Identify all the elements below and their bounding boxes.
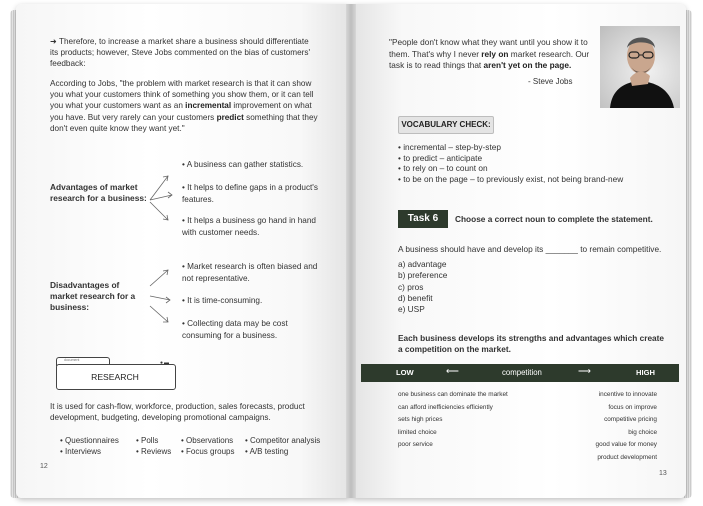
bold-term: incremental <box>185 101 232 111</box>
page-number-left: 12 <box>40 463 48 470</box>
high-item: big choice <box>628 428 657 436</box>
task-option: b) preference <box>398 270 448 281</box>
advantage-item: • A business can gather statistics. <box>182 160 304 169</box>
bold-term: rely on <box>481 48 509 59</box>
task-question: A business should have and develop its _______ to remain competitive. <box>398 244 662 254</box>
advantages-arrows-icon <box>148 168 180 228</box>
competition-middle-label: competition <box>502 368 542 377</box>
task-option: e) USP <box>398 304 425 315</box>
vocabulary-item: • to predict – anticipate <box>398 152 483 163</box>
research-type: • Polls <box>136 436 159 445</box>
competition-high-label: HIGH <box>636 368 655 377</box>
text-run: market research. Our task is to read things that <box>389 48 590 71</box>
research-paragraph: It is used for cash-flow, workforce, production, sales forecasts, product development, budgeting, developing promotional campaigns. <box>50 402 305 423</box>
vocabulary-item: • incremental – step-by-step <box>398 142 501 152</box>
vocabulary-title: VOCABULARY CHECK: <box>398 116 494 134</box>
research-type: • Observations <box>181 436 234 445</box>
low-item: limited choice <box>398 428 437 436</box>
competition-low-label: LOW <box>396 368 414 377</box>
book-spine <box>346 4 356 498</box>
research-type: • Questionnaires <box>60 436 119 445</box>
vocabulary-list <box>398 142 668 184</box>
disadvantage-item: • Market research is often biased and not representative. <box>182 262 318 283</box>
text-run: improvement on what you have. But very rarely can your customers <box>50 101 312 122</box>
disadvantage-item: • Collecting data may be cost consuming for a business. <box>182 319 288 340</box>
task-option: a) advantage <box>398 259 447 269</box>
text-run: something that they don't even quite know they want yet." <box>50 112 318 133</box>
disadvantages-arrows-icon <box>148 262 180 328</box>
portrait-icon <box>600 26 680 108</box>
advantage-item: • It helps a business go hand in hand with customer needs. <box>182 216 316 237</box>
advantage-item: • It helps to define gaps in a product's features. <box>182 183 318 204</box>
low-item: poor service <box>398 441 433 448</box>
high-item: product development <box>597 453 657 461</box>
jobs-paragraph <box>50 78 320 134</box>
high-item: good value for money <box>595 441 657 448</box>
arrow-right-icon: ⟶ <box>578 366 591 376</box>
task-option: c) pros <box>398 281 424 292</box>
bold-term: aren't yet on the page. <box>483 60 572 71</box>
advantages-label: Advantages of market research for a business: <box>50 182 147 204</box>
vocabulary-item: • to be on the page – to previously exist, not being brand-new <box>398 173 624 184</box>
text-run: According to Jobs, "the problem with market research is that it can show you what your customers think of something you show them, or it can tell you what your customers want as an <box>50 79 314 111</box>
research-type: • Competitor analysis <box>245 436 321 445</box>
disadvantage-item: • It is time-consuming. <box>182 296 263 305</box>
low-item: can afford inefficiencies efficiently <box>398 403 493 411</box>
jobs-quote <box>389 37 599 72</box>
task-instruction: Choose a correct noun to complete the statement. <box>455 214 653 224</box>
research-type: • A/B testing <box>245 447 289 456</box>
research-type: • Focus groups <box>181 447 235 456</box>
quote-author: - Steve Jobs <box>528 77 573 86</box>
high-item: focus on improve <box>608 403 657 411</box>
low-item: sets high prices <box>398 416 443 423</box>
research-dots: ●▬ <box>160 360 171 366</box>
high-item: competitive pricing <box>604 416 657 423</box>
task-option: d) benefit <box>398 292 433 303</box>
vocabulary-item: • to rely on – to count on <box>398 163 488 174</box>
competition-intro: Each business develops its strengths and advantages which create a competition on the market. <box>398 333 665 355</box>
research-tab-text: document <box>64 358 80 362</box>
high-item: incentive to innovate <box>598 391 657 398</box>
research-label: RESEARCH <box>91 372 139 382</box>
arrow-left-icon: ⟵ <box>446 366 459 376</box>
text-run: "People don't know what they want until you show it to them. That's why I never <box>389 37 588 59</box>
portrait-photo <box>600 26 680 108</box>
disadvantages-label: Disadvantages of market research for a business: <box>50 280 136 313</box>
research-type: • Reviews <box>136 447 172 456</box>
research-type: • Interviews <box>60 447 102 456</box>
task-options <box>398 259 447 315</box>
task-label: Task 6 <box>398 210 448 228</box>
bold-term: predict <box>216 112 244 122</box>
low-item: one business can dominate the market <box>398 391 508 398</box>
high-competition-list <box>540 389 657 464</box>
page-number-right: 13 <box>659 470 667 477</box>
low-competition-list <box>398 389 508 452</box>
intro-paragraph: ➜ Therefore, to increase a market share a business should differentiate its products; however, Steve Jobs commented on the bias of customers' feedback: <box>50 37 311 69</box>
